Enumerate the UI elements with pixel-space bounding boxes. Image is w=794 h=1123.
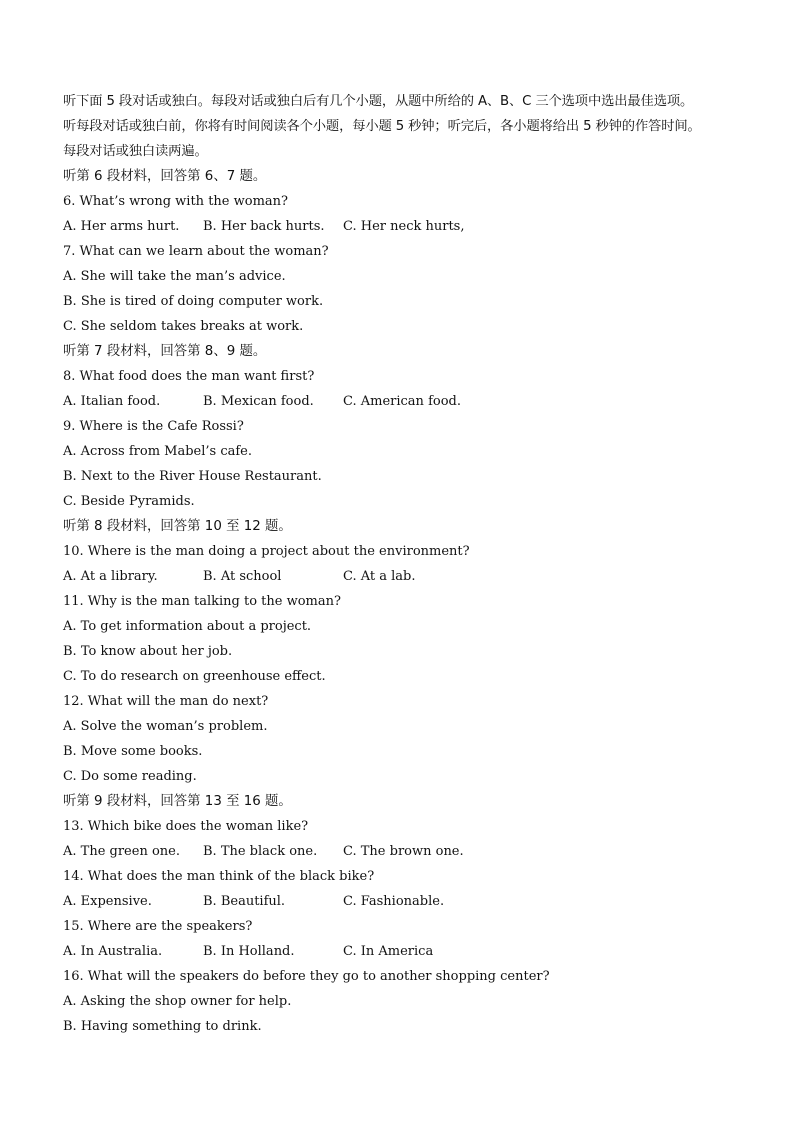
question-stem: 10. Where is the man doing a project about the environment? <box>63 544 470 559</box>
option-b: B. Beautiful. <box>203 894 286 909</box>
question-stem: 8. What food does the man want first? <box>63 369 315 384</box>
option-b: B. To know about her job. <box>63 644 233 659</box>
question-stem: 11. Why is the man talking to the woman? <box>63 594 341 609</box>
section-header: 听第 7 段材料，回答第 8、9 题。 <box>63 344 267 359</box>
section-header: 听第 9 段材料，回答第 13 至 16 题。 <box>63 794 292 809</box>
instruction-line: 听下面 5 段对话或独白。每段对话或独白后有几个小题，从题中所给的 A、B、C 三个选项中选出最佳选项。 <box>63 94 694 109</box>
option-b: B. Mexican food. <box>203 394 314 409</box>
question-stem: 7. What can we learn about the woman? <box>63 244 329 259</box>
listening-section <box>63 89 763 1039</box>
options-row <box>63 564 763 589</box>
instruction-line: 听每段对话或独白前，你将有时间阅读各个小题，每小题 5 秒钟；听完后，各小题将给出 5 秒钟的作答时间。 <box>63 119 701 134</box>
option-a: A. Asking the shop owner for help. <box>63 994 292 1009</box>
question-stem: 13. Which bike does the woman like? <box>63 819 309 834</box>
option-b: B. She is tired of doing computer work. <box>63 294 324 309</box>
section-material-9 <box>63 789 763 1039</box>
options-row <box>63 939 763 964</box>
question-stem: 15. Where are the speakers? <box>63 919 253 934</box>
option-a: A. She will take the man’s advice. <box>63 269 286 284</box>
instruction-line: 每段对话或独白读两遍。 <box>63 144 208 159</box>
option-c: C. Her neck hurts, <box>343 219 465 234</box>
instructions <box>63 89 763 164</box>
option-a: A. To get information about a project. <box>63 619 312 634</box>
question-stem: 9. Where is the Cafe Rossi? <box>63 419 244 434</box>
option-c: C. Do some reading. <box>63 769 197 784</box>
question-stem: 6. What’s wrong with the woman? <box>63 194 288 209</box>
question-stem: 16. What will the speakers do before they go to another shopping center? <box>63 969 550 984</box>
option-c: C. She seldom takes breaks at work. <box>63 319 304 334</box>
question-stem: 12. What will the man do next? <box>63 694 269 709</box>
options-row <box>63 889 763 914</box>
options-row <box>63 389 763 414</box>
option-c: C. To do research on greenhouse effect. <box>63 669 326 684</box>
section-header: 听第 6 段材料，回答第 6、7 题。 <box>63 169 267 184</box>
option-a: A. Her arms hurt. <box>63 219 180 234</box>
option-b: B. Having something to drink. <box>63 1019 262 1034</box>
option-c: C. Beside Pyramids. <box>63 494 195 509</box>
section-material-8 <box>63 514 763 789</box>
options-row <box>63 839 763 864</box>
option-c: C. The brown one. <box>343 844 464 859</box>
question-stem: 14. What does the man think of the black bike? <box>63 869 375 884</box>
option-c: C. In America <box>343 944 434 959</box>
option-b: B. In Holland. <box>203 944 295 959</box>
option-b: B. Her back hurts. <box>203 219 325 234</box>
options-row <box>63 214 763 239</box>
option-a: A. Expensive. <box>63 894 152 909</box>
option-b: B. At school <box>203 569 282 584</box>
option-c: C. American food. <box>343 394 461 409</box>
option-c: C. At a lab. <box>343 569 416 584</box>
option-a: A. Solve the woman’s problem. <box>63 719 268 734</box>
option-b: B. Move some books. <box>63 744 203 759</box>
option-a: A. Italian food. <box>63 394 161 409</box>
option-c: C. Fashionable. <box>343 894 445 909</box>
option-a: A. At a library. <box>63 569 158 584</box>
option-a: A. Across from Mabel’s cafe. <box>63 444 252 459</box>
section-material-6 <box>63 164 763 339</box>
section-material-7 <box>63 339 763 514</box>
option-b: B. The black one. <box>203 844 318 859</box>
option-a: A. The green one. <box>63 844 180 859</box>
option-b: B. Next to the River House Restaurant. <box>63 469 322 484</box>
option-a: A. In Australia. <box>63 944 163 959</box>
section-header: 听第 8 段材料，回答第 10 至 12 题。 <box>63 519 292 534</box>
